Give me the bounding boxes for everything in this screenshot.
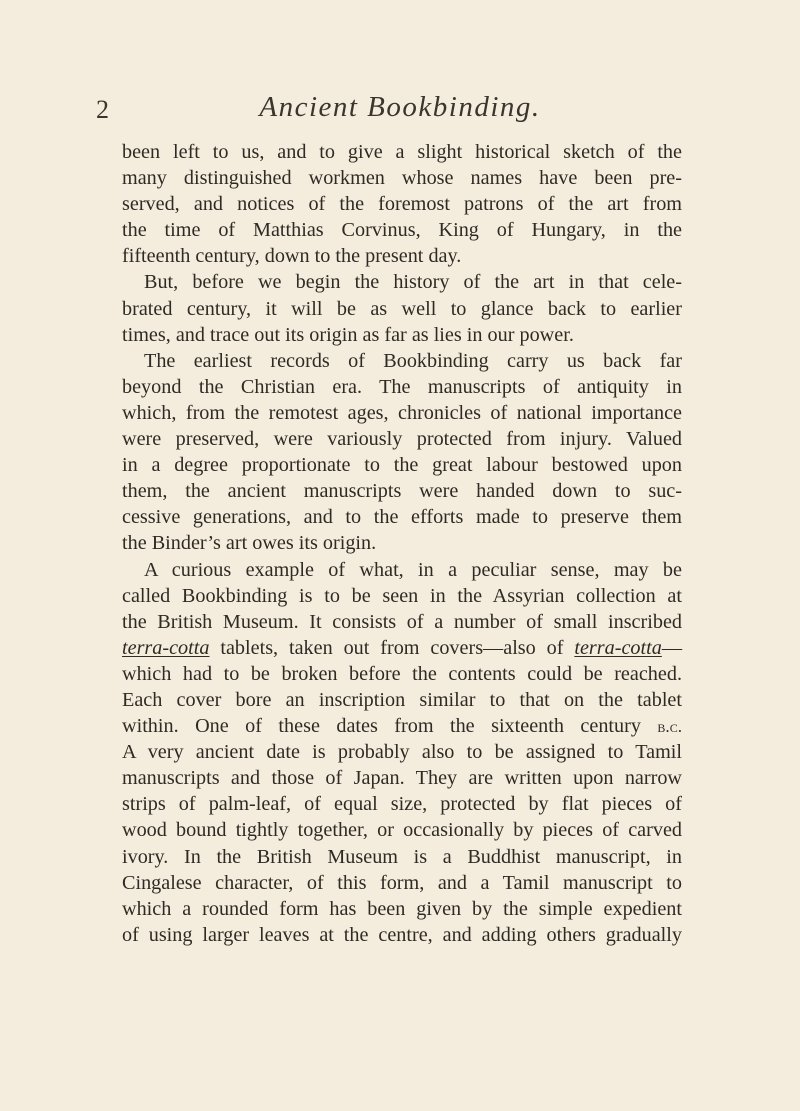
text-line [122,243,682,269]
text-line [122,870,682,896]
text-run: But, before we begin the history of the art in that cele- [144,271,682,294]
text-run: brated century, it will be as well to glance back to earlier [122,297,682,320]
text-run: many distinguished workmen whose names have been pre- [122,167,682,190]
text-line [122,791,682,817]
text-run: of using larger leaves at the centre, and adding others gradually [122,923,682,946]
text-run: Each cover bore an inscription similar to that on the tablet [122,688,682,711]
running-title: Ancient Bookbinding. [259,91,541,123]
italic-term: terra-cotta [574,636,662,659]
text-line [122,661,682,687]
text-run: tablets, taken out from covers—also of [209,636,575,659]
text-line [122,322,682,348]
text-line [122,557,682,583]
text-run: which, from the remotest ages, chronicles of national importance [122,401,682,424]
text-line [122,844,682,870]
text-run: beyond the Christian era. The manuscripts of antiquity in [122,375,682,398]
text-line [122,478,682,504]
text-run: in a degree proportionate to the great labour bestowed upon [122,454,682,477]
text-run: which a rounded form has been given by the simple expedient [122,897,682,920]
text-line [122,713,682,739]
text-line [122,687,682,713]
text-line [122,922,682,948]
text-run: the British Museum. It consists of a number of small inscribed [122,610,682,633]
text-line [122,635,682,661]
text-line [122,374,682,400]
text-run: A very ancient date is probably also to be assigned to Tamil [122,741,682,764]
text-line [122,191,682,217]
text-line [122,609,682,635]
text-line [122,452,682,478]
text-line [122,296,682,322]
text-run: were preserved, were variously protected from injury. Valued [122,428,682,451]
text-run: been left to us, and to give a slight historical sketch of the [122,141,682,163]
text-line [122,530,682,556]
text-run: wood bound tightly together, or occasionally by pieces of carved [122,819,682,842]
text-run: manuscripts and those of Japan. They are written upon narrow [122,767,682,790]
text-run: them, the ancient manuscripts were handed down to suc- [122,480,682,503]
text-run: the time of Matthias Corvinus, King of Hungary, in the [122,219,682,242]
text-line [122,426,682,452]
text-line [122,583,682,609]
text-run: called Bookbinding is to be seen in the Assyrian collection at [122,584,682,607]
italic-term: terra-cotta [122,636,210,659]
text-line [122,400,682,426]
text-run: which had to be broken before the contents could be reached. [122,662,682,685]
text-line [122,504,682,530]
text-run: the Binder’s art owes its origin. [122,532,377,555]
text-run: strips of palm-leaf, of equal size, protected by flat pieces of [122,793,682,816]
text-run: cessive generations, and to the efforts made to preserve them [122,506,682,529]
text-line [122,348,682,374]
text-line [122,165,682,191]
text-line [122,739,682,765]
text-line [122,896,682,922]
text-line [122,217,682,243]
text-run: A curious example of what, in a peculiar sense, may be [144,558,682,581]
page-number: 2 [96,95,109,124]
text-line [122,765,682,791]
text-line [122,139,682,165]
text-run: The earliest records of Bookbinding carry us back far [144,349,682,372]
text-run: ivory. In the British Museum is a Buddhist manuscript, in [122,845,682,868]
text-run: fifteenth century, down to the present day. [122,245,462,268]
text-run: served, and notices of the foremost patrons of the art from [122,193,682,216]
text-run: within. One of these dates from the sixteenth century [122,715,658,738]
text-run: — [661,636,682,659]
era-abbreviation: b.c. [657,717,682,737]
body-text [122,139,682,948]
text-run: Cingalese character, of this form, and a Tamil manuscript to [122,871,682,894]
text-run: times, and trace out its origin as far as lies in our power. [122,323,574,346]
text-line [122,817,682,843]
text-line [122,269,682,295]
